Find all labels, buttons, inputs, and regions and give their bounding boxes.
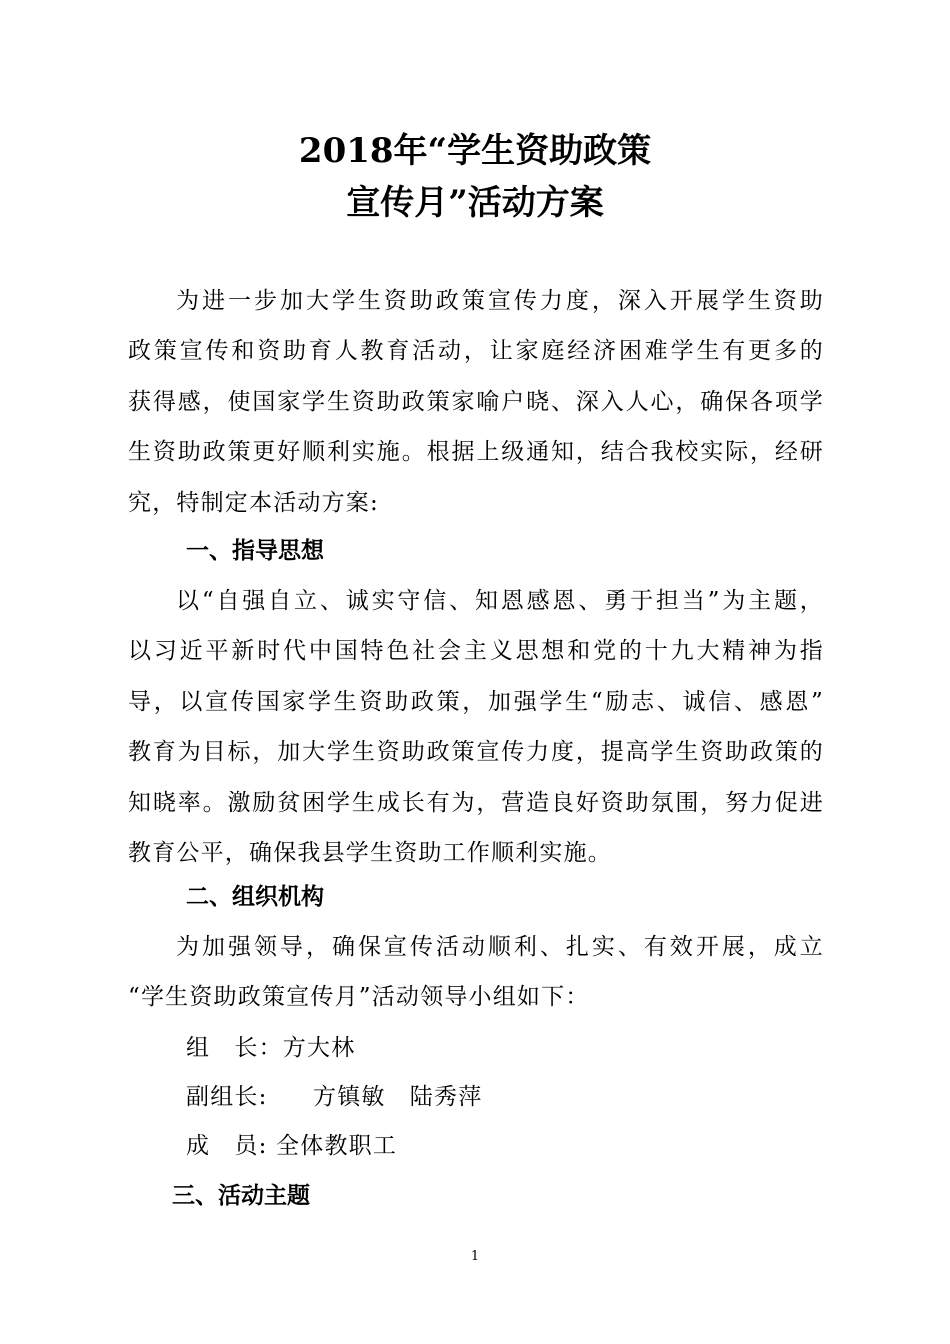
section2-line: 为加强领导，确保宣传活动顺利、扎实、有效开展，成立 — [176, 934, 824, 960]
section1-paragraph — [128, 576, 824, 878]
document-title-line1: 2018年“学生资助政策 — [298, 131, 652, 171]
section2-paragraph — [128, 922, 824, 1023]
deputy-label: 副组长: — [186, 1084, 268, 1110]
intro-line: 究，特制定本活动方案: — [128, 489, 379, 516]
intro-line: 为进一步加大学生资助政策宣传力度，深入开展学生资助 — [176, 288, 824, 314]
document-title-line2: 宣传月”活动方案 — [346, 183, 604, 223]
intro-line: 生资助政策更好顺利实施。根据上级通知，结合我校实际，经研 — [128, 439, 824, 466]
section1-line: 以习近平新时代中国特色社会主义思想和党的十九大精神为指 — [128, 638, 824, 665]
section2-line: “学生资助政策宣传月”活动领导小组如下： — [128, 984, 590, 1011]
section2-heading: 二、组织机构 — [186, 884, 324, 910]
section3-heading: 三、活动主题 — [172, 1183, 310, 1209]
intro-line: 获得感，使国家学生资助政策家喻户晓、深入人心，确保各项学 — [128, 388, 824, 415]
intro-line: 政策宣传和资助育人教育活动，让家庭经济困难学生有更多的 — [128, 338, 824, 365]
members-line: 成 员: 全体教职工 — [186, 1133, 398, 1159]
section1-line: 以“自强自立、诚实守信、知恩感恩、勇于担当”为主题， — [176, 588, 824, 614]
section1-line: 教育公平，确保我县学生资助工作顺利实施。 — [128, 839, 612, 866]
leader-line: 组 长：方大林 — [186, 1035, 356, 1061]
section1-line: 知晓率。激励贫困学生成长有为，营造良好资助氛围，努力促进 — [128, 789, 824, 816]
page-number: 1 — [470, 1249, 480, 1264]
section1-line: 导，以宣传国家学生资助政策，加强学生“励志、诚信、感恩” — [128, 688, 824, 715]
intro-paragraph — [128, 276, 824, 528]
deputy-names: 方镇敏 陆秀萍 — [313, 1084, 483, 1110]
section1-line: 教育为目标，加大学生资助政策宣传力度，提高学生资助政策的 — [128, 739, 824, 766]
section1-heading: 一、指导思想 — [186, 538, 324, 564]
